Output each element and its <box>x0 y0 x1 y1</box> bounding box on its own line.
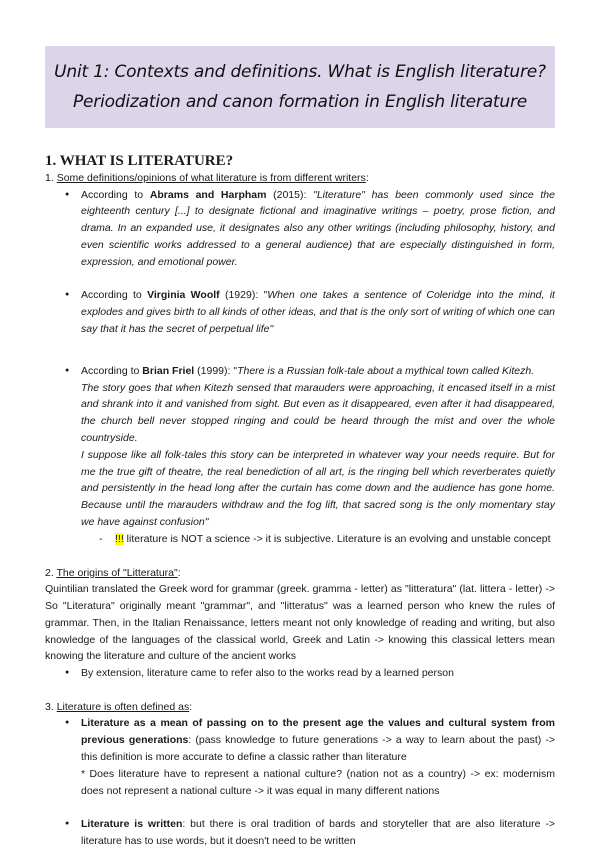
subsection-3-title <box>45 699 555 716</box>
paragraph: Quintilian translated the Greek word for grammar (greek. gramma - letter) as "litteratura" (lat. littera - letter) -> So "Literatura" originally meant "grammar", and "litteratus" was a learned person who knew the rules of grammar. Then, in the Italian Renaissance, letters meant not only knowledge of reading and writing, but also knowledge of the languages of the classical world, Greek and Latin -> knowing this classical letters mean knowing the literature and culture of the ancient works <box>45 583 555 663</box>
list-item <box>45 816 555 850</box>
quote: When one takes a sentence of Coleridge into the mind, it explodes and gives birth to all kinds of other ideas, and that is the only sort of writing of which one can say that it has the secret of perpetual life" <box>81 289 555 336</box>
subsection-2-title <box>45 565 555 582</box>
bold-term: Literature as a mean of passing on to the present age the values and cultural system from previous generations <box>81 717 555 747</box>
subsection-label: Literature is often defined as <box>56 700 190 713</box>
subsection-number: 3. <box>45 700 57 713</box>
colon: : <box>177 566 181 579</box>
list-item <box>45 363 555 531</box>
list-item <box>45 287 555 337</box>
definitions-list-2 <box>45 715 555 850</box>
list-item <box>45 187 555 271</box>
year: (2015): <box>266 188 314 201</box>
author: Brian Friel <box>142 364 195 377</box>
note-text: literature is NOT a science -> it is subjective. Literature is an evolving and unstable concept <box>123 532 551 545</box>
subsection-label: The origins of "Litteratura" <box>56 566 178 579</box>
origins-list <box>45 665 555 682</box>
definitions-list <box>45 187 555 548</box>
list-item: ● By extension, literature came to refer also to the works read by a learned person <box>45 665 555 682</box>
quote: I suppose like all folk-tales this story can be interpreted in whatever way your needs require. But for me the true gift of theatre, the real benediction of all art, is the ringing bell which reverberates quietly and persistently in the head long after the curtain has come down and the audience has gone home. Because until the marauders withdraw and the fog lift, that sacred song is the only momentary stay we have against confusion" <box>81 448 555 529</box>
year: (1999): " <box>194 364 238 377</box>
section-heading: 1. WHAT IS LITERATURE? <box>45 153 234 169</box>
author: Abrams and Harpham <box>149 188 267 201</box>
document-page <box>45 46 555 850</box>
text: According to <box>81 188 150 201</box>
colon: : <box>365 172 369 184</box>
text: : (pass knowledge to future generations -> a way to learn about the past) -> this definition is more accurate to define a classic rather than literature <box>81 734 555 764</box>
highlight-mark: !!! <box>115 532 124 545</box>
title-line-2: Periodization and canon formation in English literature <box>72 92 528 112</box>
text: * Does literature have to represent a national culture? (nation not as a country) -> ex: modernism does not represent a national culture -> it was equal in many different nations <box>81 767 555 797</box>
quote: There is a Russian folk-tale about a mythical town called Kitezh. <box>237 364 535 377</box>
year: (1929): " <box>219 289 268 302</box>
title-line-1: Unit 1: Contexts and definitions. What is English literature? <box>54 62 546 82</box>
bold-term: Literature is written <box>81 818 183 831</box>
colon: : <box>189 700 193 713</box>
text: According to <box>81 289 148 302</box>
title-banner <box>45 46 555 128</box>
subsection-number: 1. <box>45 172 57 184</box>
text: According to <box>81 364 143 377</box>
subsection-1-title <box>45 170 555 187</box>
quote: "Literature" has been commonly used since the eighteenth century [...] to designate fictional and imaginative writings – poetry, prose fiction, and drama. In an expanded use, it designates also any other writings (including philosophy, history, and even scientific works addressed to a general audience) that are especially distinguished in form, expression, and emotional power. <box>81 188 555 268</box>
list-item <box>45 715 555 799</box>
note-item <box>45 531 555 548</box>
quote: The story goes that when Kitezh sensed that marauders were approaching, it encased itself in a mist and shrank into it and vanished from sight. But even as it disappeared, even after it had disappeared, the church bell never stopped ringing and could be heard through the mist and over the whole countryside. <box>81 381 555 445</box>
text: : but there is oral tradition of bards and storyteller that are also literature -> literature has to use words, but it doesn't need to be written <box>81 818 555 848</box>
subsection-number: 2. <box>45 566 57 579</box>
author: Virginia Woolf <box>147 289 220 302</box>
subsection-label: Some definitions/opinions of what literature is from different writers <box>56 172 366 184</box>
